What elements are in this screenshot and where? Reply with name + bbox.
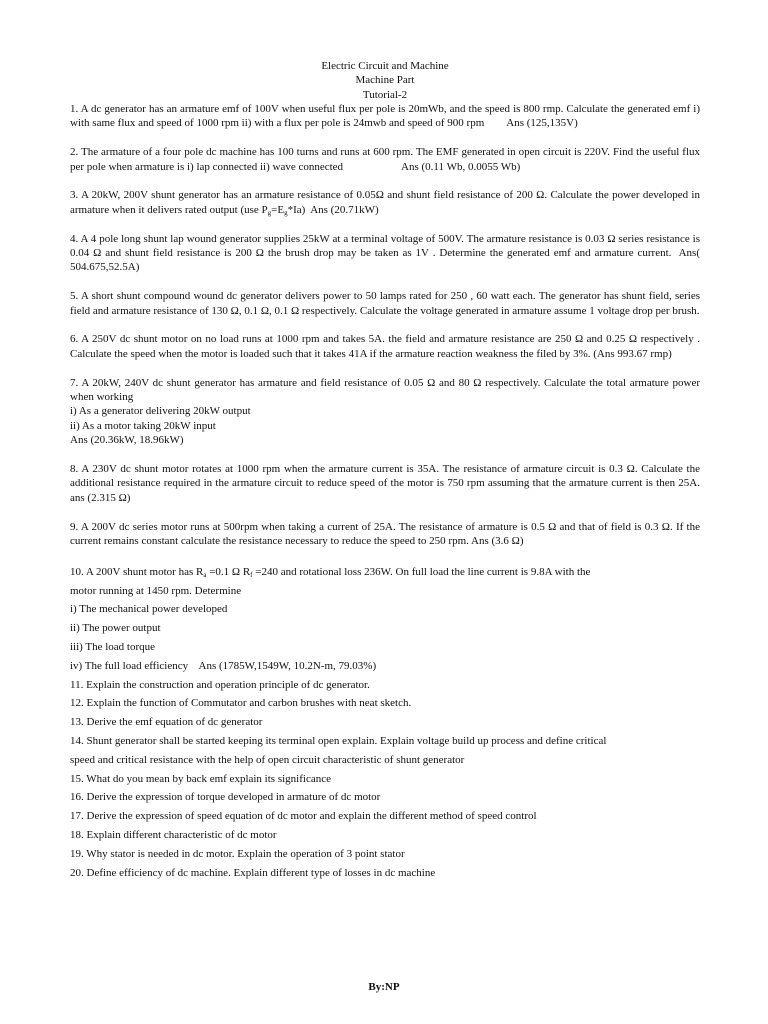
question-1-answer: Ans (125,135V) — [506, 117, 578, 130]
question-5 — [70, 289, 700, 318]
question-7-text: 7. A 20kW, 240V dc shunt generator has armature and field resistance of 0.05 Ω and 80 Ω respectively. Calculate the total armature power when working — [70, 376, 700, 403]
question-7-answer: Ans (20.36kW, 18.96kW) — [70, 434, 184, 447]
question-10-part-iii: iii) The load torque — [70, 640, 156, 653]
theory-question: 19. Why stator is needed in dc motor. Explain the operation of 3 point stator — [70, 847, 405, 860]
question-8-text: 8. A 230V dc shunt motor rotates at 1000 rpm when the armature current is 35A. The resistance of armature circuit is 0.3 Ω. Calculate the additional resistance required in the armature circuit to reduce speed of the motor is 750 rpm assuming that the armature current is then 25A. ans (2.315 Ω) — [70, 462, 700, 504]
question-1 — [70, 102, 700, 131]
subscript-f: f — [250, 570, 253, 579]
theory-question: 13. Derive the emf equation of dc generator — [70, 716, 263, 729]
theory-question: 15. What do you mean by back emf explain its significance — [70, 772, 331, 785]
theory-question: 16. Derive the expression of torque developed in armature of dc motor — [70, 791, 381, 804]
question-10-part-iv — [70, 657, 700, 676]
theory-question: 18. Explain different characteristic of dc motor — [70, 828, 277, 841]
theory-question: 17. Derive the expression of speed equation of dc motor and explain the different method of speed control — [70, 810, 537, 823]
question-7-part-ii: ii) As a motor taking 20kW input — [70, 419, 216, 432]
question-3-mid: =E — [271, 203, 285, 216]
question-10-line-2: motor running at 1450 rpm. Determine — [70, 584, 242, 597]
tutorial-title: Tutorial-2 — [362, 88, 408, 101]
question-10-pre: 10. A 200V shunt motor has R — [70, 565, 204, 578]
question-10-mid: =0.1 Ω R — [206, 565, 251, 578]
question-6 — [70, 332, 700, 361]
course-title: Electric Circuit and Machine — [321, 60, 449, 72]
question-10 — [70, 563, 700, 676]
question-3 — [70, 188, 700, 217]
subscript-a: a — [203, 570, 207, 579]
question-2-text: 2. The armature of a four pole dc machine has 100 turns and runs at 600 rpm. The EMF generated in open circuit is 220V. Find the useful flux per pole when armature is i) lap connected ii) wave connected — [70, 146, 700, 173]
theory-question-continued: speed and critical resistance with the help of open circuit characteristic of shunt generator — [70, 753, 465, 766]
question-1-text: 1. A dc generator has an armature emf of 100V when useful flux per pole is 20mWb, and the speed is 800 rmp. Calculate the generated emf i) with same flux and speed of 1000 rpm ii) with a flux per pole is 24mwb and speed of 900 rpm — [70, 102, 700, 130]
question-9 — [70, 520, 700, 549]
question-3-text: 3. A 20kW, 200V shunt generator has an armature resistance of 0.05Ω and shunt field resistance of 200 Ω. Calculate the power developed in armature when it delivers rated output (use P — [70, 189, 700, 216]
question-10-part-ii: ii) The power output — [70, 622, 161, 635]
question-2 — [70, 145, 700, 174]
question-10-part-i: i) The mechanical power developed — [70, 603, 228, 616]
document-header — [70, 59, 700, 102]
question-9-text: 9. A 200V dc series motor runs at 500rpm when taking a current of 25A. The resistance of armature is 0.5 Ω and that of field is 0.3 Ω. If the current remains constant calculate the resistance necessary to reduce the speed to 250 rpm. Ans (3.6 Ω) — [70, 520, 700, 547]
question-3-tail: *Ia) — [287, 203, 306, 216]
section-title: Machine Part — [355, 74, 415, 87]
question-10-post: =240 and rotational loss 236W. On full load the line current is 9.8A with the — [252, 565, 591, 578]
subscript-g: g — [284, 208, 288, 217]
question-7-part-i: i) As a generator delivering 20kW output — [70, 405, 251, 418]
document-page — [70, 59, 700, 882]
question-6-text: 6. A 250V dc shunt motor on no load runs at 1000 rpm and takes 5A. the field and armature resistance are 250 Ω and 0.25 Ω respectively . Calculate the speed when the motor is loaded such that it takes 41A if the armature reaction weakness the filed by 3%. (Ans 993.67 rmp) — [70, 333, 700, 360]
question-4-text: 4. A 4 pole long shunt lap wound generator supplies 25kW at a terminal voltage of 500V. The armature resistance is 0.03 Ω series resistance is 0.04 Ω and shunt field resistance is 200 Ω the brush drop may be taken as 1V . Determine the generated emf and armature current. — [70, 232, 700, 259]
theory-question: 14. Shunt generator shall be started keeping its terminal open explain. Explain voltage build up process and define critical — [70, 734, 607, 747]
question-4 — [70, 232, 700, 275]
theory-question: 12. Explain the function of Commutator and carbon brushes with neat sketch. — [70, 697, 412, 710]
question-10-line-1 — [70, 563, 700, 582]
question-4-answer: Ans( 504.675,52.5A) — [70, 246, 700, 274]
theory-questions — [70, 676, 700, 883]
theory-question: 20. Define efficiency of dc machine. Explain different type of losses in dc machine — [70, 866, 436, 879]
question-10-answer: Ans (1785W,1549W, 10.2N-m, 79.03%) — [198, 659, 377, 672]
question-2-answer: Ans (0.11 Wb, 0.0055 Wb) — [401, 160, 521, 173]
question-7 — [70, 376, 700, 448]
question-8 — [70, 462, 700, 505]
question-10-part-iv-text: iv) The full load efficiency — [70, 659, 189, 672]
author-footer: By:NP — [368, 981, 400, 993]
question-3-answer: Ans (20.71kW) — [310, 203, 379, 216]
subscript-g: g — [267, 208, 272, 217]
question-5-text: 5. A short shunt compound wound dc generator delivers power to 50 lamps rated for 250 , 60 watt each. The generator has shunt field, series field and armature resistance of 130 Ω, 0.1 Ω, 0.1 Ω respectively. Calculate the voltage generated in armature assume 1 voltage drop per brush. — [70, 290, 700, 317]
theory-question: 11. Explain the construction and operation principle of dc generator. — [70, 678, 370, 691]
